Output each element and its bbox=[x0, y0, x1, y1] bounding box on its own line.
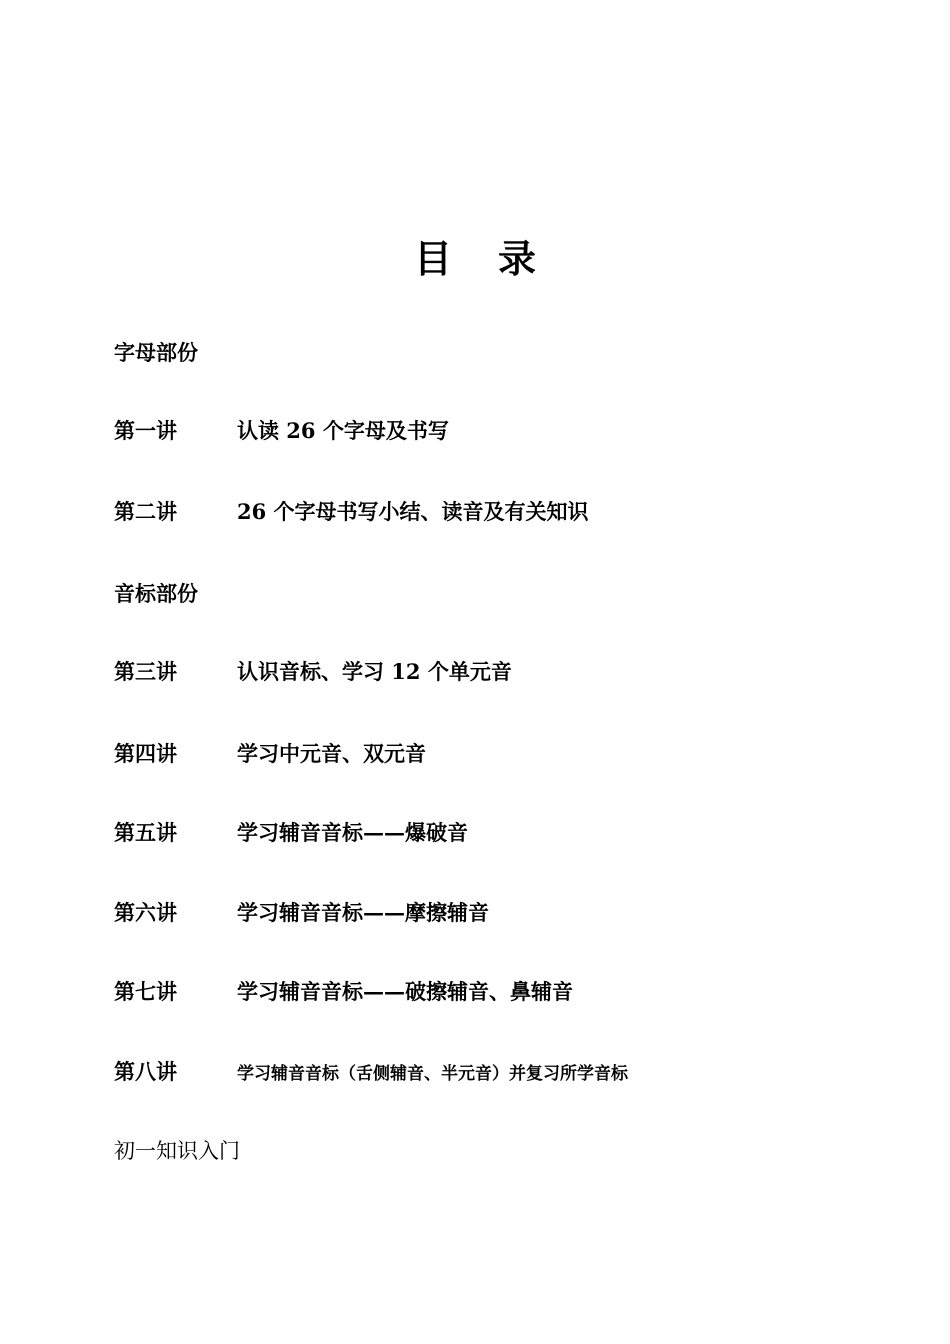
toc-entry-number: 第五讲 bbox=[114, 820, 177, 845]
toc-entry-title: 26 个字母书写小结、读音及有关知识 bbox=[237, 499, 589, 524]
toc-entry-title: 学习辅音音标——摩擦辅音 bbox=[237, 900, 489, 925]
toc-entry-number: 第三讲 bbox=[114, 659, 177, 684]
toc-entry-5 bbox=[114, 817, 854, 847]
section-heading-letters: 字母部份 bbox=[114, 340, 198, 365]
toc-entry-title: 学习中元音、双元音 bbox=[237, 741, 426, 766]
toc-entry-7 bbox=[114, 976, 854, 1006]
section-heading-intro: 初一知识入门 bbox=[114, 1139, 240, 1163]
toc-entry-6 bbox=[114, 897, 854, 927]
toc-entry-1 bbox=[114, 415, 854, 445]
toc-entry-number: 第六讲 bbox=[114, 900, 177, 925]
toc-entry-title: 认读 26 个字母及书写 bbox=[237, 418, 449, 443]
toc-entry-number: 第四讲 bbox=[114, 741, 177, 766]
title-char-2: 录 bbox=[498, 236, 537, 281]
toc-entry-number: 第七讲 bbox=[114, 979, 177, 1004]
toc-entry-title: 学习辅音音标——爆破音 bbox=[237, 820, 468, 845]
toc-entry-number: 第八讲 bbox=[114, 1059, 177, 1084]
toc-entry-title: 学习辅音音标（舌侧辅音、半元音）并复习所学音标 bbox=[237, 1064, 628, 1084]
toc-entry-number: 第二讲 bbox=[114, 499, 177, 524]
page-title bbox=[0, 228, 950, 283]
toc-entry-2 bbox=[114, 496, 854, 526]
toc-entry-title: 认识音标、学习 12 个单元音 bbox=[237, 659, 512, 684]
toc-entry-8 bbox=[114, 1056, 854, 1086]
title-char-1: 目 bbox=[413, 236, 452, 281]
section-heading-phonetics: 音标部份 bbox=[114, 581, 198, 606]
toc-entry-number: 第一讲 bbox=[114, 418, 177, 443]
toc-entry-3 bbox=[114, 656, 854, 686]
toc-entry-title: 学习辅音音标——破擦辅音、鼻辅音 bbox=[237, 979, 573, 1004]
toc-entry-4 bbox=[114, 738, 854, 768]
